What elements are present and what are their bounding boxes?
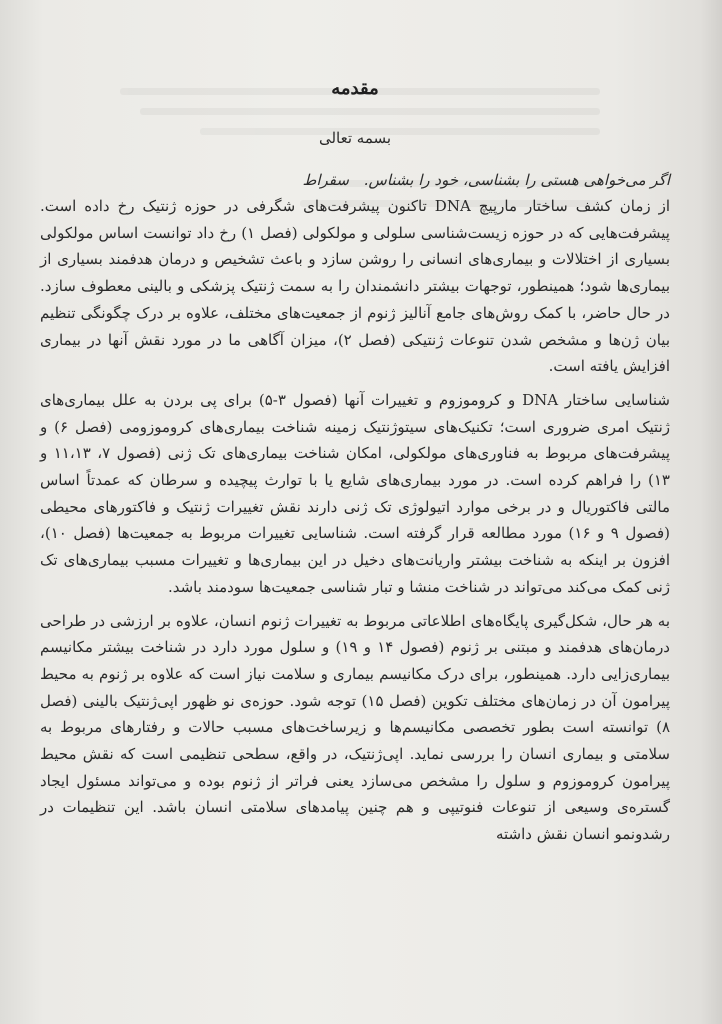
paragraph-1: از زمان کشف ساختار مارپیچ DNA تاکنون پیشرفت‌های شگرفی در حوزه ژنتیک رخ داده است. پیشرفت‌هایی که در حوزه زیست‌شناسی سلولی و مولکولی (فصل ۱) رخ داد توانست اساس مولکولی بسیاری از اختلالات و بیماری‌های انسانی را روشن سازد و باعث تشخیص و درمان هدفمند بسیاری از بیماری‌ها شود؛ همینطور، توجهات بیشتر دانشمندان را به سمت ژنتیک پزشکی و بالینی معطوف سازد. در حال حاضر، با کمک روش‌های جامع آنالیز ژنوم از جمعیت‌های مختلف، علاوه بر درک چگونگی تنظیم بیان ژن‌ها و مشخص شدن تنوعات ژنتیکی (فصل ۲)، میزان آگاهی ما در مورد نقش آنها در بیماری افزایش یافته است. — [40, 197, 671, 376]
paragraph-2: شناسایی ساختار DNA و کروموزوم و تغییرات آنها (فصول ۳-۵) برای پی بردن به علل بیماری‌های ژنتیک امری ضروری است؛ تکنیک‌های سیتوژنتیک زمینه شناخت بیماری‌های کروموزومی (فصل ۶) و پیشرفت‌های مربوط به فناوری‌های مولکولی، امکان شناخت بیماری‌های تک ژنی (فصول ۷، ۱۱،۱۳ و ۱۳) را فراهم کرده است. در مورد بیماری‌های شایع یا با توارث پیچیده و سرطان که عمدتاً اساس مالتی فاکتوریال و در برخی موارد اتیولوژی تک ژنی دارند نقش تغییرات ژنتیک و فاکتورهای محیطی (فصول ۹ و ۱۶) مورد مطالعه قرار گرفته است. شناسایی تغییرات مربوط به جمعیت‌ها (فصل ۱۰)، افزون بر اینکه به شناخت بیشتر واریانت‌های دخیل در این بیماری‌ها و تغییرات مسبب بیماری‌های تک ژنی کمک می‌کند می‌تواند در شناخت منشا و تبار شناسی جمعیت‌ها سودمند باشد. — [40, 390, 671, 596]
paragraph-3: به هر حال، شکل‌گیری پایگاه‌های اطلاعاتی مربوط به تغییرات ژنوم انسان، علاوه بر ارزشی در طراحی درمان‌های هدفمند و مبتنی بر ژنوم (فصول ۱۴ و ۱۹) و سلول مورد دارد در شناخت بیشتر مکانیسم بیماری‌زایی دارد. همینطور، برای درک مکانیسم بیماری و سلامت نیاز است که علاوه بر ژنوم به محیط پیرامون آن در زمان‌های مختلف تکوین (فصل ۱۵) توجه شود. حوزه‌ی نو ظهور اپی‌ژنتیک بالینی (فصل ۸) توانسته است بطور تخصصی مکانیسم‌ها و زیرساخت‌های مسبب حالات و رفتارهای مربوط به سلامتی و بیماری انسان را بررسی نماید. اپی‌ژنتیک، در واقع، سطحی تنظیمی است که نقش محیط پیرامون کروموزوم و سلول را مشخص می‌سازد یعنی فراتر از ژنوم بوده و می‌تواند مسئول ایجاد گستره‌ی وسیعی از تنوعات فنوتیپی و هم چنین پیامدهای سلامتی انسان باشد. این تنظیمات در رشدونمو انسان نقش داشته — [40, 611, 670, 844]
epigraph-author: سقراط — [302, 171, 349, 189]
epigraph — [40, 171, 670, 189]
epigraph-quote: اگر می‌خواهی هستی را بشناسی، خود را بشناس. — [363, 171, 670, 189]
basmala: بسمه تعالی — [318, 129, 392, 147]
page-content — [40, 70, 670, 1024]
page-title: مقدمه — [331, 78, 379, 99]
page-edge-shadow — [700, 0, 722, 1024]
